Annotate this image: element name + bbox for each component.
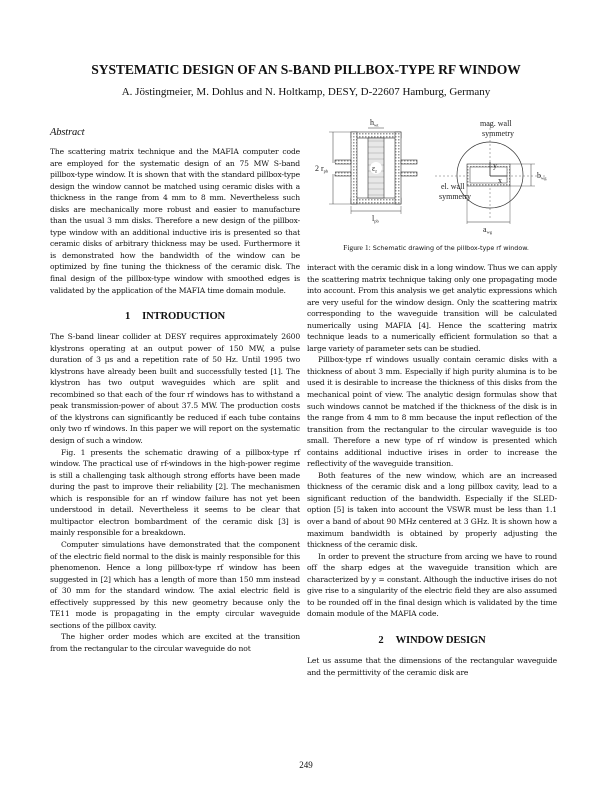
figure-label: Figure 1: bbox=[343, 243, 371, 252]
b-wg-label: bwg bbox=[537, 171, 547, 181]
paper-authors: A. Jöstingmeier, M. Dohlus and N. Holtkamp, DESY, D-22607 Hamburg, Germany bbox=[121, 86, 491, 98]
y-axis-label: y bbox=[493, 161, 497, 170]
page-number: 249 bbox=[299, 760, 313, 770]
schematic-drawing bbox=[305, 118, 567, 243]
mag-symmetry-label: symmetry bbox=[482, 129, 514, 138]
eps-label: $\varepsilon_r$ bbox=[372, 164, 378, 175]
figure-caption bbox=[307, 243, 565, 252]
paragraph: Let us assume that the dimensions of the rectangular waveguide and the permittivity of the ceramic disk are bbox=[307, 655, 557, 677]
cross-section-view bbox=[435, 119, 547, 235]
x-axis-label: x bbox=[498, 176, 502, 185]
section-number: 2 bbox=[378, 634, 384, 646]
section-heading-window-design bbox=[307, 634, 557, 647]
paragraph: Both features of the new window, which are an increased thickness of the ceramic disk and a long pillbox cavity, lead to a significant reduction of the bandwidth. Especially if the SLED-option [5] is taken into account the VSWR must be less than 1.1 over a band of about 90 MHz centered at 3 GHz. It is shown how a maximum bandwidth is obtained by properly adjusting the thickness of the ceramic disk. bbox=[307, 470, 557, 550]
paragraph: The S-band linear collider at DESY requires approximately 2600 klystrons operating at an output power of 150 MW, a pulse duration of 3 µs and a repetition rate of 50 Hz. Until 1995 two klystrons have already been built and successfully tested [1]. The klystron has two output waveguides which are split and recombined so that each of the four rf windows has to withstand a peak transmission-power of about 37.5 MW. The production costs of the klystrons can significantly be reduced if each tube contains only two rf windows. In this paper we will report on the systematic design of such a window. bbox=[50, 332, 300, 446]
paragraph: Computer simulations have demonstrated that the component of the electric field normal to the disk is mainly responsible for this phenomenon. Hence a long pillbox-type rf window has been suggested in [2] which has a length of more than 150 mm instead of 30 mm for the standard window. The axial electric field is effectively suppressed by this new geometry because only the TE11 mode is propagating in the empty circular waveguide sections of the pillbox cavity. bbox=[50, 539, 300, 630]
section-heading-introduction bbox=[50, 310, 300, 323]
paragraph-continuation: interact with the ceramic disk in a long window. Thus we can apply the scattering matrix technique taking only one propagating mode into account. From this analysis we get analytic expressions which are very useful for the window design. Only the scattering matrix corresponding to the waveguide transition will be calculated numerically using MAFIA [4]. Hence the scattering matrix technique leads to a numerically efficient formulation so that a large variety of parameter sets can be studied. bbox=[307, 263, 557, 353]
r-pb-label: 2 rpb bbox=[315, 164, 329, 174]
paragraph: Pillbox-type rf windows usually contain ceramic disks with a thickness of about 3 mm. Especially if high purity alumina is to be used it is desirable to increase the thickness of this disks from the mechanical point of view. The analytic design formulas show that such windows cannot be matched if the thickness of the disk is in the range from 4 mm to 8 mm because the input reflection of the transition from the rectangular to the circular waveguide is too small. Therefore a new type of rf window is presented which contains additional inductive irises in order to increase the reflectivity of the waveguide transition. bbox=[307, 355, 557, 469]
abstract-text: The scattering matrix technique and the MAFIA computer code are employed for the systematic design of an 75 MW S-band pillbox-type window. It is shown that with the standard pillbox-type design the window cannot be matched using ceramic disks with a thickness in the range from 4 mm to 8 mm. Nevertheless such disks are mechanically more robust and easier to manufacture than the usual 3 mm disks. Therefore a new design of the pillbox-type window with an additional inductive iris is presented so that ceramic disks of arbitrary thickness may be used. Furthermore it is demonstrated how the bandwidth of the window can be optimized by fine tuning the thickness of the ceramic disk. The final design of the pillbox-type window with smoothed edges is validated by the application of the MAFIA time domain module. bbox=[50, 147, 300, 295]
l-pb-label: lpb bbox=[372, 214, 379, 224]
el-symmetry-label: symmetry bbox=[439, 192, 471, 201]
paragraph: In order to prevent the structure from arcing we have to round off the sharp edges at the waveguide transition which are characterized by y = constant. Although the inductive irises do not give rise to a singularity of the electric field they are also assumed to be rounded off in the final design which is validated by the time domain module of the MAFIA code. bbox=[307, 551, 557, 619]
section-title: WINDOW DESIGN bbox=[395, 634, 486, 646]
mag-wall-label: mag. wall bbox=[480, 119, 512, 128]
el-wall-label: el. wall bbox=[441, 182, 465, 191]
paragraph: Fig. 1 presents the schematic drawing of a pillbox-type rf window. The practical use of rf-windows in the high-power regime is still a challenging task although strong efforts have been made during the past to improve their reliability [2]. The mechanismen which is responsible for an rf window failure has not yet been understood in detail. Nevertheless it seems to be clear that multipactor electron bombardment of the ceramic disk [3] is mainly responsible for a breakdown. bbox=[50, 447, 300, 538]
figure-caption-text: Schematic drawing of the pillbox-type rf window. bbox=[372, 244, 529, 252]
right-column bbox=[307, 262, 557, 678]
h-wt-label: hwt bbox=[370, 118, 379, 128]
abstract-heading: Abstract bbox=[50, 127, 85, 138]
figure-1 bbox=[305, 118, 567, 258]
section-number: 1 bbox=[124, 311, 131, 323]
section-title: INTRODUCTION bbox=[142, 311, 226, 323]
paper-title: SYSTEMATIC DESIGN OF AN S-BAND PILLBOX-TYPE RF WINDOW bbox=[91, 62, 521, 77]
pillbox-side-view bbox=[313, 118, 417, 224]
a-wg-label: awg bbox=[483, 225, 493, 235]
left-column bbox=[50, 123, 300, 654]
paragraph-continued: The higher order modes which are excited at the transition from the rectangular to the circular waveguide do not bbox=[50, 632, 300, 653]
